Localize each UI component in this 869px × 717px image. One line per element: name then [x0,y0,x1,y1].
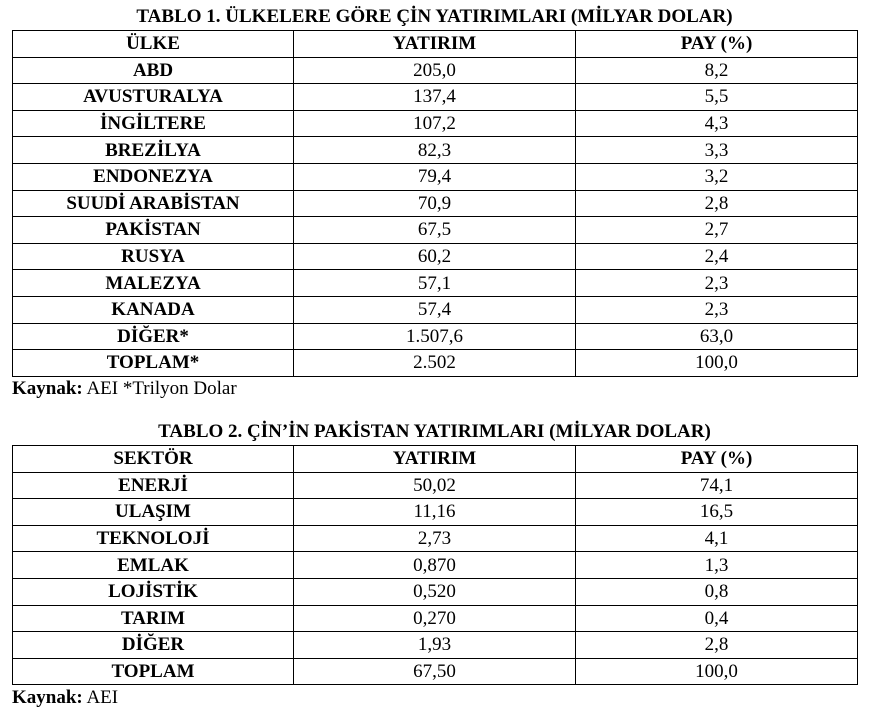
table1-investment-cell: 60,2 [294,243,576,270]
table2-investment-cell: 0,870 [294,552,576,579]
table1-share-cell: 2,4 [576,243,858,270]
table1-share-cell: 2,7 [576,217,858,244]
table1-name-cell: MALEZYA [13,270,294,297]
table2-investment-cell: 2,73 [294,525,576,552]
table1-investment-cell: 57,1 [294,270,576,297]
table2-investment-cell: 67,50 [294,658,576,685]
table1-row [13,137,858,164]
table1-row [13,323,858,350]
table1-name-cell: RUSYA [13,243,294,270]
table2-investment-cell: 50,02 [294,472,576,499]
table1-row [13,84,858,111]
table2-name-cell: DİĞER [13,632,294,659]
table1-name-cell: AVUSTURALYA [13,84,294,111]
table2-name-cell: ULAŞIM [13,499,294,526]
table2-header-row [13,446,858,473]
table1-row [13,217,858,244]
table1-share-cell: 2,3 [576,296,858,323]
table2-title: TABLO 2. ÇİN’İN PAKİSTAN YATIRIMLARI (MİLYAR DOLAR) [158,421,711,442]
table1-share-cell: 3,2 [576,163,858,190]
table2-name-cell: TEKNOLOJİ [13,525,294,552]
table1-row [13,296,858,323]
table2-share-cell: 16,5 [576,499,858,526]
table1-row [13,270,858,297]
table2-row [13,525,858,552]
table1-investment-cell: 2.502 [294,350,576,377]
table1-header-share: PAY (%) [576,31,858,58]
table1-source-text: AEI *Trilyon Dolar [82,378,237,399]
table2-row [13,658,858,685]
table1-row [13,190,858,217]
table2-share-cell: 1,3 [576,552,858,579]
table2-share-cell: 0,8 [576,578,858,605]
table2-investment-cell: 0,520 [294,578,576,605]
table1-name-cell: İNGİLTERE [13,110,294,137]
table2-row [13,499,858,526]
table2-row [13,605,858,632]
table1-investment-cell: 137,4 [294,84,576,111]
table2-header-share: PAY (%) [576,446,858,473]
table1-name-cell: BREZİLYA [13,137,294,164]
table1-investment-cell: 1.507,6 [294,323,576,350]
table1-name-cell: SUUDİ ARABİSTAN [13,190,294,217]
table1-name-cell: KANADA [13,296,294,323]
table1-source-label: Kaynak: [12,378,83,399]
table2-name-cell: LOJİSTİK [13,578,294,605]
table1-name-cell: DİĞER* [13,323,294,350]
table1-header-country: ÜLKE [13,31,294,58]
table1-investment-cell: 82,3 [294,137,576,164]
table2-name-cell: TARIM [13,605,294,632]
table2-row [13,632,858,659]
table2-source-text: AEI [82,687,119,708]
table1-investment-cell: 67,5 [294,217,576,244]
table1-header-row [13,31,858,58]
table2-header-investment: YATIRIM [294,446,576,473]
table2-source [12,687,118,709]
table1-share-cell: 8,2 [576,57,858,84]
table1-investment-cell: 57,4 [294,296,576,323]
table1-name-cell: ABD [13,57,294,84]
table1-row [13,350,858,377]
table1-investment-cell: 79,4 [294,163,576,190]
table2-row [13,578,858,605]
table1-share-cell: 4,3 [576,110,858,137]
table1-row [13,243,858,270]
table2-row [13,552,858,579]
table2-name-cell: TOPLAM [13,658,294,685]
table2-name-cell: EMLAK [13,552,294,579]
table1-row [13,110,858,137]
table1-name-cell: ENDONEZYA [13,163,294,190]
table2-investment-cell: 1,93 [294,632,576,659]
table2-investment-cell: 11,16 [294,499,576,526]
table2-share-cell: 2,8 [576,632,858,659]
table1-investment-cell: 205,0 [294,57,576,84]
table1-name-cell: TOPLAM* [13,350,294,377]
table2-share-cell: 74,1 [576,472,858,499]
table1-row [13,57,858,84]
table1-share-cell: 2,8 [576,190,858,217]
table1-share-cell: 63,0 [576,323,858,350]
table2-header-sector: SEKTÖR [13,446,294,473]
table1 [12,30,858,377]
table1-name-cell: PAKİSTAN [13,217,294,244]
table1-share-cell: 2,3 [576,270,858,297]
table1-share-cell: 5,5 [576,84,858,111]
table1-investment-cell: 70,9 [294,190,576,217]
table1-row [13,163,858,190]
table2-investment-cell: 0,270 [294,605,576,632]
table1-title: TABLO 1. ÜLKELERE GÖRE ÇİN YATIRIMLARI (MİLYAR DOLAR) [136,6,733,27]
table1-investment-cell: 107,2 [294,110,576,137]
table1-share-cell: 3,3 [576,137,858,164]
table1-source [12,378,237,400]
table2-row [13,472,858,499]
table2-share-cell: 4,1 [576,525,858,552]
table2-source-label: Kaynak: [12,687,83,708]
table2-share-cell: 0,4 [576,605,858,632]
table2-share-cell: 100,0 [576,658,858,685]
table1-share-cell: 100,0 [576,350,858,377]
table2 [12,445,858,685]
table1-header-investment: YATIRIM [294,31,576,58]
table2-name-cell: ENERJİ [13,472,294,499]
